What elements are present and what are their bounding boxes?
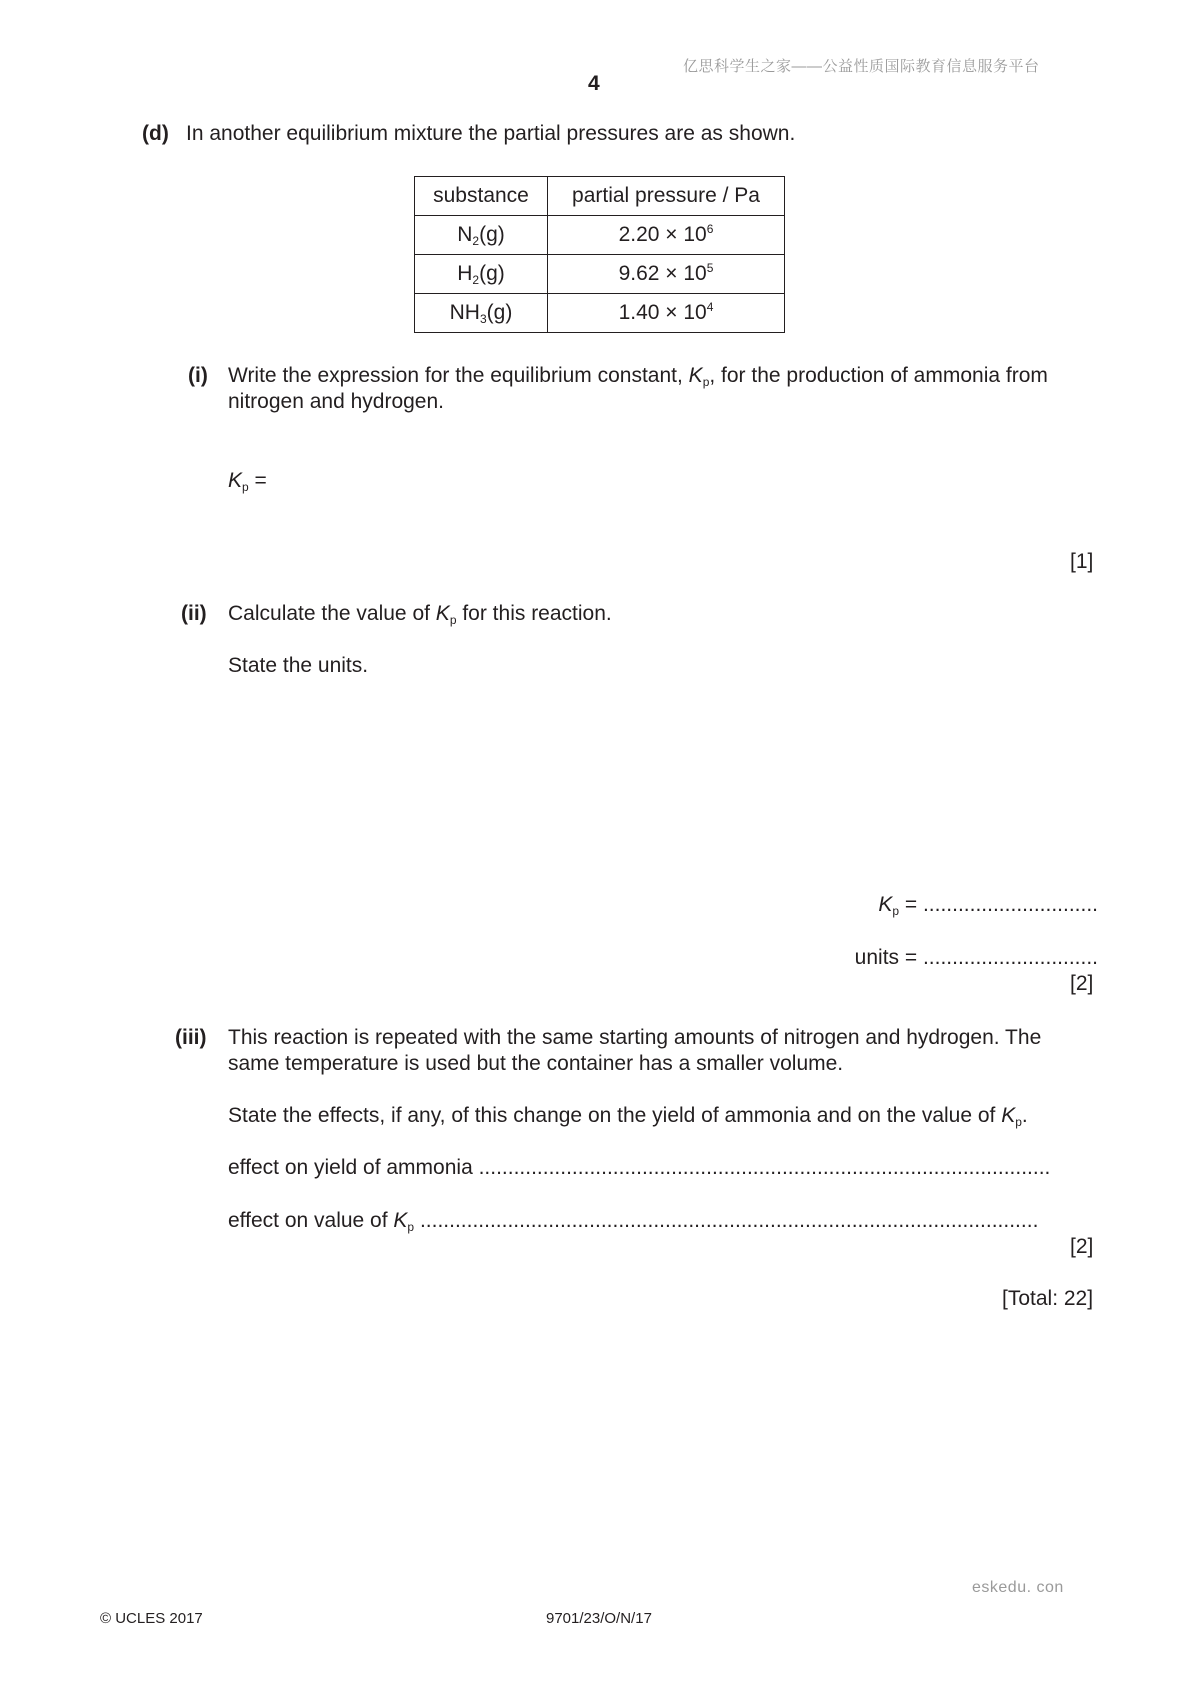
part-i-label: (i) [188,364,208,387]
table-row [415,255,785,294]
part-i-text-line2: nitrogen and hydrogen. [228,390,444,413]
table-header-pressure: partial pressure / Pa [548,177,785,216]
table-cell-pressure: $2.20 \times 10^6$ [548,216,785,255]
part-iii-text-line2: same temperature is used but the container has a smaller volume. [228,1052,844,1075]
part-i-marks: [1] [1070,550,1094,573]
table-cell-substance: $NH_3(g)$ [415,294,548,333]
table-cell-pressure: $9.62 \times 10^5$ [548,255,785,294]
table-header-substance: substance [415,177,548,216]
part-iii-marks: [2] [1070,1235,1094,1258]
table-row [415,216,785,255]
footer-paper-code: 9701/23/O/N/17 [546,1610,652,1627]
partial-pressure-table [414,176,785,333]
table-header-row [415,177,785,216]
effect-k-answer-line[interactable]: effect on value of $K_p$ .......................................................................................................... [228,1209,1039,1234]
part-ii-label: (ii) [181,602,207,625]
question-d-intro: In another equilibrium mixture the partial pressures are as shown. [186,122,796,145]
watermark-bottom: eskedu. con [972,1579,1064,1596]
table-cell-pressure: $1.40 \times 10^4$ [548,294,785,333]
part-iii-question: State the effects, if any, of this change on the yield of ammonia and on the value of $K_p$. [228,1104,1028,1129]
part-i-text-line1: Write the expression for the equilibrium constant, $K_p$, for the production of ammonia from [228,364,1048,389]
part-i-answer-label: $K_p$ = [228,469,267,494]
part-ii-text: Calculate the value of $K_p$ for this reaction. [228,602,612,627]
part-ii-units-text: State the units. [228,654,369,677]
effect-yield-answer-line[interactable]: effect on yield of ammonia .................................................................................................. [228,1156,1051,1179]
part-ii-marks: [2] [1070,972,1094,995]
question-d-label: (d) [142,122,169,145]
total-marks: [Total: 22] [1002,1287,1094,1310]
part-iii-text-line1: This reaction is repeated with the same starting amounts of nitrogen and hydrogen. The [228,1026,1042,1049]
footer-copyright: © UCLES 2017 [100,1610,203,1627]
part-iii-label: (iii) [175,1026,207,1049]
page-number: 4 [588,72,600,95]
table-row [415,294,785,333]
part-ii-units-answer-line[interactable]: units = .............................. [854,946,1098,969]
table-cell-substance: $N_2(g)$ [415,216,548,255]
table-cell-substance: $H_2(g)$ [415,255,548,294]
watermark-top: 亿思科学生之家——公益性质国际教育信息服务平台 [683,58,1040,75]
part-ii-k-answer-line[interactable]: $K_p$ = .............................. [878,893,1098,918]
